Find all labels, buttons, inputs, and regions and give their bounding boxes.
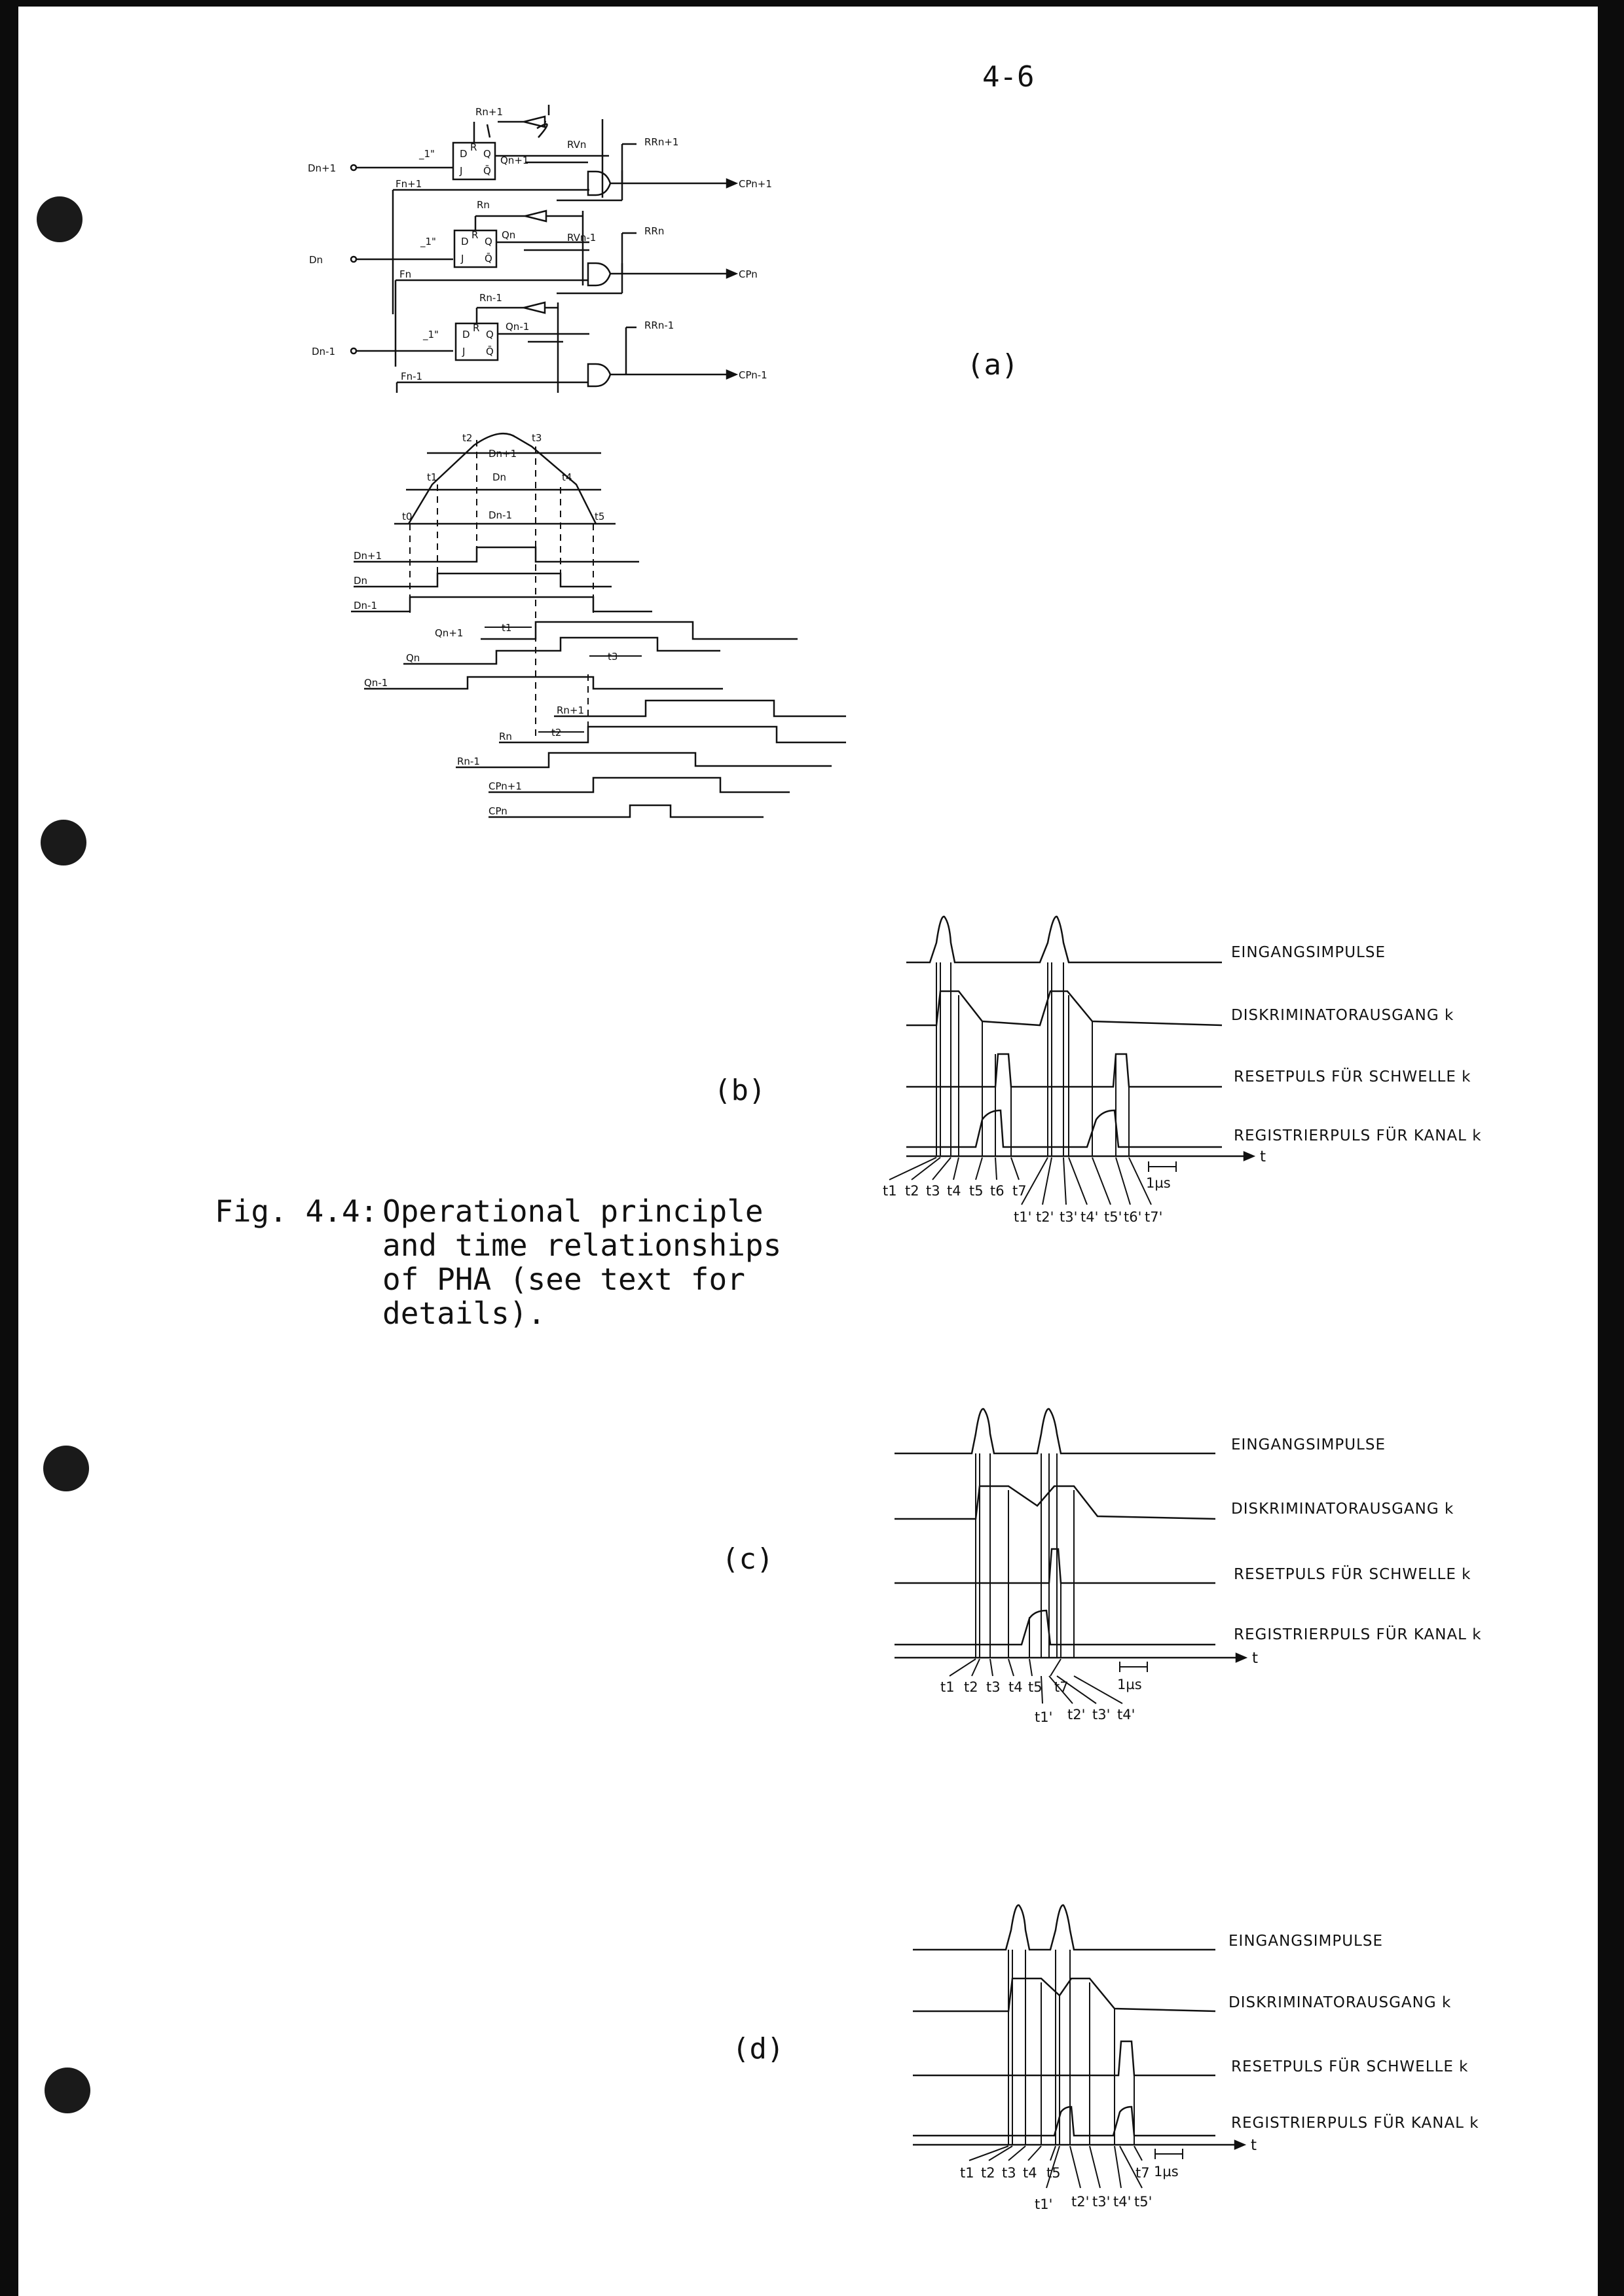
circuit-diagram — [308, 105, 772, 393]
waveform-cpn — [489, 805, 764, 817]
tick-label: t2' — [1036, 1209, 1054, 1225]
label-input: EINGANGSIMPULSE — [1231, 944, 1386, 961]
interval-label: t2 — [551, 727, 562, 738]
page-number: 4-6 — [982, 60, 1035, 94]
discriminator-output — [913, 1978, 1215, 2011]
label-register: REGISTRIERPULS FÜR KANAL k — [1231, 2115, 1479, 2132]
waveform-rnm1 — [456, 753, 832, 767]
waveform-qn — [403, 638, 720, 664]
label-input: EINGANGSIMPULSE — [1231, 1436, 1386, 1453]
tick-label: t3 — [926, 1183, 940, 1199]
time-label: t3 — [532, 432, 542, 444]
signal-label: Rn-1 — [457, 756, 480, 767]
scale-label: 1µs — [1154, 2164, 1179, 2179]
signal-label: Rn — [499, 731, 512, 742]
label-register: REGISTRIERPULS FÜR KANAL k — [1234, 1626, 1482, 1643]
reset-pulse — [913, 2041, 1215, 2075]
pin-j: J — [460, 165, 463, 177]
axis-label: t — [1260, 1148, 1267, 1165]
panel-label-c: (c) — [722, 1542, 774, 1576]
tick-label: t4 — [1023, 2165, 1037, 2181]
pin-d: D — [462, 329, 470, 340]
tick-label: t5 — [1028, 1679, 1043, 1695]
input-pulses — [906, 917, 1222, 962]
tick-label: t1' — [1014, 1209, 1032, 1225]
label-register: REGISTRIERPULS FÜR KANAL k — [1234, 1127, 1482, 1144]
waveform-dn1 — [354, 547, 639, 562]
and-gate — [588, 364, 610, 386]
tick-label: t6' — [1124, 1209, 1142, 1225]
input-label: Dn — [309, 254, 323, 266]
tick-label: t5' — [1104, 1209, 1122, 1225]
discriminator-output — [895, 1486, 1215, 1519]
pin-r: R — [473, 322, 480, 334]
tick-label: t6 — [990, 1183, 1005, 1199]
timing-diagram-d — [913, 1905, 1479, 2212]
tick-label: t2 — [964, 1679, 978, 1695]
f-label: Fn+1 — [396, 178, 422, 190]
tick-label: t4' — [1080, 1209, 1099, 1225]
pin-d: D — [461, 236, 469, 247]
caption-label: Fig. 4.4: — [215, 1194, 378, 1229]
tick-label: t4' — [1113, 2194, 1132, 2210]
signal-label: Dn+1 — [354, 550, 382, 562]
label-reset: RESETPULS FÜR SCHWELLE k — [1234, 1566, 1471, 1583]
label-reset: RESETPULS FÜR SCHWELLE k — [1234, 1068, 1471, 1085]
threshold-label: Dn-1 — [489, 509, 513, 521]
tick-label: t7 — [1135, 2165, 1150, 2181]
r-label: Rn-1 — [479, 292, 502, 304]
waveform-dn — [354, 574, 612, 587]
tick-label: t3 — [986, 1679, 1001, 1695]
and-gate — [588, 172, 610, 195]
time-label: t2 — [462, 432, 473, 444]
waveform-qn1 — [481, 622, 798, 639]
tick-label: t2 — [905, 1183, 919, 1199]
time-label: t0 — [402, 511, 413, 522]
signal-label: Rn+1 — [557, 704, 585, 716]
signal-label: Qn-1 — [364, 677, 388, 689]
label-discriminator: DISKRIMINATORAUSGANG k — [1231, 1007, 1454, 1024]
panel-label-b: (b) — [714, 1074, 766, 1107]
panel-label-a: (a) — [967, 348, 1019, 382]
buffer — [525, 211, 546, 221]
rv-label: RVn — [567, 139, 587, 151]
signal-label: CPn — [489, 805, 507, 817]
axis-label: t — [1252, 1650, 1259, 1667]
label-discriminator: DISKRIMINATORAUSGANG k — [1231, 1501, 1454, 1518]
tick-label: t7' — [1145, 1209, 1163, 1225]
axis-label: t — [1251, 2137, 1258, 2154]
register-pulse — [895, 1611, 1215, 1645]
pulse-timing-sketch — [351, 432, 846, 817]
buffer — [524, 302, 545, 313]
time-label: t1 — [427, 471, 437, 483]
interval-label: t3 — [608, 651, 618, 663]
one-label: _1" — [419, 148, 435, 160]
tick-label: t4 — [947, 1183, 961, 1199]
signal-label: CPn+1 — [489, 780, 522, 792]
tick-label: t1' — [1035, 2196, 1053, 2212]
signal-label: Dn — [354, 575, 368, 587]
tick-label: t1 — [883, 1183, 897, 1199]
input-label: Dn-1 — [312, 346, 336, 357]
q-label: Qn — [502, 229, 516, 241]
register-pulse — [913, 2107, 1215, 2136]
input-label: Dn+1 — [308, 162, 337, 174]
pin-r: R — [471, 229, 479, 241]
output-label: CPn — [739, 268, 758, 280]
pin-q: Q — [483, 148, 491, 160]
tick-label: t1 — [940, 1679, 955, 1695]
threshold-label: Dn — [492, 471, 507, 483]
label-reset: RESETPULS FÜR SCHWELLE k — [1231, 2058, 1469, 2075]
threshold-label: Dn+1 — [489, 448, 517, 460]
rv-label: RVn-1 — [567, 232, 597, 244]
tick-label: t4' — [1117, 1707, 1135, 1722]
label-discriminator: DISKRIMINATORAUSGANG k — [1228, 1994, 1452, 2011]
input-pulses — [895, 1409, 1215, 1453]
q-label: Qn-1 — [506, 321, 530, 333]
signal-label: Dn-1 — [354, 600, 378, 611]
pin-d: D — [460, 148, 468, 160]
pin-q: Q — [486, 329, 494, 340]
tick-label: t3 — [1002, 2165, 1016, 2181]
f-label: Fn-1 — [401, 371, 423, 382]
tick-label: t5 — [969, 1183, 984, 1199]
tick-label: t3' — [1060, 1209, 1078, 1225]
caption-text: Operational principle and time relationships of PHA (see text for details). — [382, 1194, 782, 1331]
r-label: Rn+1 — [475, 106, 504, 118]
time-label: t5 — [595, 511, 605, 522]
f-label: Fn — [399, 268, 412, 280]
pin-qbar: Q̄ — [485, 253, 492, 264]
pin-qbar: Q̄ — [486, 346, 494, 357]
one-label: _1" — [423, 329, 439, 340]
rr-label: RRn-1 — [644, 319, 674, 331]
waveform-dnm1 — [351, 597, 652, 611]
pin-r: R — [470, 141, 477, 153]
one-label: _1" — [420, 236, 436, 247]
tick-label: t1 — [960, 2165, 974, 2181]
tick-label: t1' — [1035, 1709, 1053, 1725]
q-label: Qn+1 — [500, 155, 529, 166]
label-input: EINGANGSIMPULSE — [1228, 1933, 1383, 1950]
signal-label: Qn+1 — [435, 627, 464, 639]
waveform-cpn1 — [489, 778, 790, 792]
tick-label: t4 — [1008, 1679, 1023, 1695]
tick-label: t2' — [1071, 2194, 1090, 2210]
tick-label: t5' — [1134, 2194, 1153, 2210]
pin-j: J — [462, 346, 466, 357]
rr-label: RRn — [644, 225, 665, 237]
input-pulses — [913, 1905, 1215, 1950]
reset-pulse — [895, 1549, 1215, 1583]
interval-label: t1 — [502, 622, 512, 634]
tick-label: t2 — [981, 2165, 995, 2181]
tick-label: t2' — [1067, 1707, 1086, 1722]
scale-label: 1µs — [1117, 1677, 1142, 1692]
timing-diagram-c — [895, 1409, 1482, 1725]
pin-qbar: Q̄ — [483, 165, 491, 177]
scale-label: 1µs — [1146, 1175, 1171, 1191]
rr-label: RRn+1 — [644, 136, 679, 148]
pin-j: J — [461, 253, 464, 264]
pin-q: Q — [485, 236, 492, 247]
signal-label: Qn — [406, 652, 420, 664]
output-label: CPn+1 — [739, 178, 772, 190]
output-label: CPn-1 — [739, 369, 767, 381]
tick-label: t7 — [1012, 1183, 1027, 1199]
tick-label: t7 — [1054, 1679, 1069, 1695]
panel-label-d: (d) — [732, 2032, 784, 2066]
tick-label: t5 — [1046, 2165, 1061, 2181]
and-gate — [588, 263, 610, 285]
waveform-rn1 — [554, 701, 846, 716]
tick-label: t3' — [1092, 2194, 1111, 2210]
timing-diagram-b — [883, 917, 1482, 1225]
time-label: t4 — [562, 471, 572, 483]
r-label: Rn — [477, 199, 490, 211]
waveform-qnm1 — [364, 677, 723, 689]
tick-label: t3' — [1092, 1707, 1111, 1722]
